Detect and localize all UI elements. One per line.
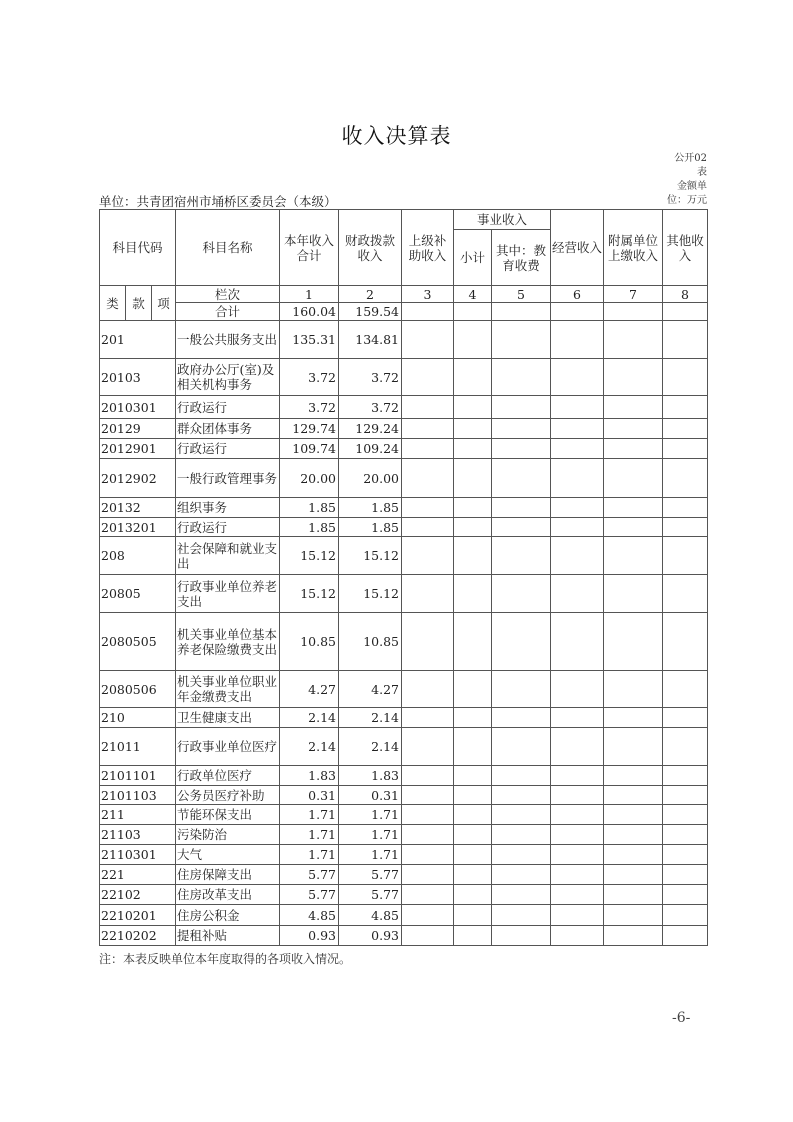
fiscal-appropriation-value: 15.12 bbox=[339, 575, 402, 613]
empty-cell bbox=[454, 613, 492, 671]
subject-code: 211 bbox=[100, 805, 176, 825]
subject-code: 20805 bbox=[100, 575, 176, 613]
empty-cell bbox=[454, 459, 492, 498]
subject-code: 208 bbox=[100, 537, 176, 575]
empty-cell bbox=[402, 885, 454, 905]
subject-name: 行政单位医疗 bbox=[176, 766, 280, 786]
empty-cell bbox=[663, 825, 708, 845]
subject-code: 21103 bbox=[100, 825, 176, 845]
fiscal-appropriation-value: 3.72 bbox=[339, 396, 402, 419]
empty-cell bbox=[604, 359, 663, 396]
subject-code: 2210202 bbox=[100, 926, 176, 946]
empty-cell bbox=[663, 321, 708, 359]
empty-cell bbox=[663, 865, 708, 885]
empty-cell bbox=[492, 885, 551, 905]
empty-cell bbox=[663, 575, 708, 613]
table-row bbox=[100, 766, 708, 786]
empty-cell bbox=[551, 359, 604, 396]
empty-cell bbox=[551, 303, 604, 321]
subject-code: 2210201 bbox=[100, 905, 176, 926]
empty-cell bbox=[454, 708, 492, 728]
table-row bbox=[100, 613, 708, 671]
empty-cell bbox=[663, 845, 708, 865]
table-row bbox=[100, 926, 708, 946]
fiscal-appropriation-value: 4.27 bbox=[339, 671, 402, 708]
subject-code: 2013201 bbox=[100, 518, 176, 537]
page-title: 收入决算表 bbox=[341, 124, 452, 148]
empty-cell bbox=[551, 786, 604, 805]
empty-cell bbox=[454, 805, 492, 825]
empty-cell bbox=[492, 825, 551, 845]
empty-cell bbox=[604, 321, 663, 359]
empty-cell bbox=[492, 786, 551, 805]
column-number: 7 bbox=[604, 286, 663, 303]
header-fiscal-appropriation: 财政拨款收入 bbox=[339, 210, 402, 286]
empty-cell bbox=[551, 439, 604, 459]
empty-cell bbox=[454, 671, 492, 708]
empty-cell bbox=[492, 905, 551, 926]
empty-cell bbox=[604, 498, 663, 518]
fiscal-appropriation-value: 109.24 bbox=[339, 439, 402, 459]
table-row bbox=[100, 671, 708, 708]
empty-cell bbox=[402, 518, 454, 537]
empty-cell bbox=[402, 786, 454, 805]
subject-code: 2010301 bbox=[100, 396, 176, 419]
fiscal-appropriation-value: 1.71 bbox=[339, 825, 402, 845]
empty-cell bbox=[551, 805, 604, 825]
table-row bbox=[100, 805, 708, 825]
empty-cell bbox=[551, 885, 604, 905]
empty-cell bbox=[604, 518, 663, 537]
amount-unit-note bbox=[660, 180, 707, 208]
table-row bbox=[100, 537, 708, 575]
table-row bbox=[100, 575, 708, 613]
table-row bbox=[100, 728, 708, 766]
table-row bbox=[100, 321, 708, 359]
empty-cell bbox=[454, 439, 492, 459]
empty-cell bbox=[402, 926, 454, 946]
subject-name: 住房改革支出 bbox=[176, 885, 280, 905]
total-income-value: 160.04 bbox=[280, 303, 339, 321]
subject-name: 公务员医疗补助 bbox=[176, 786, 280, 805]
empty-cell bbox=[604, 805, 663, 825]
empty-cell bbox=[402, 845, 454, 865]
subject-name: 行政运行 bbox=[176, 518, 280, 537]
empty-cell bbox=[663, 671, 708, 708]
empty-cell bbox=[492, 671, 551, 708]
empty-cell bbox=[454, 905, 492, 926]
empty-cell bbox=[492, 498, 551, 518]
fiscal-appropriation-value: 5.77 bbox=[339, 865, 402, 885]
empty-cell bbox=[454, 537, 492, 575]
empty-cell bbox=[402, 708, 454, 728]
empty-cell bbox=[454, 926, 492, 946]
empty-cell bbox=[492, 766, 551, 786]
total-income-value: 20.00 bbox=[280, 459, 339, 498]
empty-cell bbox=[551, 575, 604, 613]
table-row bbox=[100, 419, 708, 439]
empty-cell bbox=[454, 865, 492, 885]
fiscal-appropriation-value: 0.93 bbox=[339, 926, 402, 946]
subject-code: 20103 bbox=[100, 359, 176, 396]
reporting-unit: 单位：共青团宿州市埇桥区委员会（本级） bbox=[99, 194, 337, 209]
empty-cell bbox=[663, 419, 708, 439]
fiscal-appropriation-value: 129.24 bbox=[339, 419, 402, 439]
empty-cell bbox=[663, 518, 708, 537]
total-income-value: 3.72 bbox=[280, 396, 339, 419]
fiscal-appropriation-value: 15.12 bbox=[339, 537, 402, 575]
empty-cell bbox=[492, 865, 551, 885]
table-row bbox=[100, 825, 708, 845]
empty-cell bbox=[402, 459, 454, 498]
subject-name: 机关事业单位基本养老保险缴费支出 bbox=[176, 613, 280, 671]
table-row bbox=[100, 708, 708, 728]
totals-row bbox=[100, 303, 708, 321]
empty-cell bbox=[663, 708, 708, 728]
empty-cell bbox=[454, 419, 492, 439]
total-income-value: 1.85 bbox=[280, 498, 339, 518]
empty-cell bbox=[492, 613, 551, 671]
empty-cell bbox=[551, 728, 604, 766]
header-item: 项 bbox=[152, 286, 176, 321]
subject-code: 2101103 bbox=[100, 786, 176, 805]
subject-name: 社会保障和就业支出 bbox=[176, 537, 280, 575]
empty-cell bbox=[551, 613, 604, 671]
table-row bbox=[100, 786, 708, 805]
empty-cell bbox=[402, 321, 454, 359]
empty-cell bbox=[402, 439, 454, 459]
total-label: 合计 bbox=[176, 303, 280, 321]
total-income-value: 109.74 bbox=[280, 439, 339, 459]
empty-cell bbox=[551, 321, 604, 359]
subject-code: 201 bbox=[100, 321, 176, 359]
fiscal-appropriation-value: 2.14 bbox=[339, 708, 402, 728]
header-total-income: 本年收入合计 bbox=[280, 210, 339, 286]
empty-cell bbox=[663, 885, 708, 905]
subject-code: 22102 bbox=[100, 885, 176, 905]
fiscal-appropriation-value: 20.00 bbox=[339, 459, 402, 498]
fiscal-appropriation-value: 159.54 bbox=[339, 303, 402, 321]
table-row bbox=[100, 845, 708, 865]
fiscal-appropriation-value: 4.85 bbox=[339, 905, 402, 926]
subject-name: 提租补贴 bbox=[176, 926, 280, 946]
empty-cell bbox=[604, 396, 663, 419]
column-number: 1 bbox=[280, 286, 339, 303]
empty-cell bbox=[604, 671, 663, 708]
empty-cell bbox=[492, 575, 551, 613]
fiscal-appropriation-value: 5.77 bbox=[339, 885, 402, 905]
empty-cell bbox=[402, 613, 454, 671]
subject-name: 群众团体事务 bbox=[176, 419, 280, 439]
empty-cell bbox=[492, 805, 551, 825]
fiscal-appropriation-value: 3.72 bbox=[339, 359, 402, 396]
header-education-fees: 其中：教育收费 bbox=[492, 230, 551, 286]
header-operating-income: 经营收入 bbox=[551, 210, 604, 286]
empty-cell bbox=[454, 885, 492, 905]
total-income-value: 1.71 bbox=[280, 805, 339, 825]
empty-cell bbox=[663, 766, 708, 786]
empty-cell bbox=[551, 671, 604, 708]
form-number-line1: 公开02 bbox=[674, 153, 707, 164]
column-number: 3 bbox=[402, 286, 454, 303]
subject-name: 一般公共服务支出 bbox=[176, 321, 280, 359]
subject-name: 卫生健康支出 bbox=[176, 708, 280, 728]
empty-cell bbox=[492, 396, 551, 419]
total-income-value: 5.77 bbox=[280, 885, 339, 905]
subject-code: 2110301 bbox=[100, 845, 176, 865]
empty-cell bbox=[551, 865, 604, 885]
subject-name: 节能环保支出 bbox=[176, 805, 280, 825]
empty-cell bbox=[454, 728, 492, 766]
total-income-value: 15.12 bbox=[280, 537, 339, 575]
empty-cell bbox=[454, 359, 492, 396]
total-income-value: 2.14 bbox=[280, 728, 339, 766]
fiscal-appropriation-value: 1.85 bbox=[339, 518, 402, 537]
header-business-income: 事业收入 bbox=[454, 210, 551, 230]
empty-cell bbox=[663, 459, 708, 498]
empty-cell bbox=[454, 786, 492, 805]
empty-cell bbox=[604, 708, 663, 728]
total-income-value: 1.83 bbox=[280, 766, 339, 786]
empty-cell bbox=[454, 518, 492, 537]
empty-cell bbox=[663, 396, 708, 419]
subject-name: 行政事业单位养老支出 bbox=[176, 575, 280, 613]
empty-cell bbox=[402, 537, 454, 575]
column-number: 2 bbox=[339, 286, 402, 303]
empty-cell bbox=[492, 359, 551, 396]
table-row bbox=[100, 905, 708, 926]
subject-name: 政府办公厅(室)及相关机构事务 bbox=[176, 359, 280, 396]
empty-cell bbox=[551, 766, 604, 786]
empty-cell bbox=[551, 845, 604, 865]
total-income-value: 3.72 bbox=[280, 359, 339, 396]
subject-name: 住房保障支出 bbox=[176, 865, 280, 885]
empty-cell bbox=[604, 419, 663, 439]
total-income-value: 1.71 bbox=[280, 825, 339, 845]
empty-cell bbox=[604, 459, 663, 498]
table-footnote: 注：本表反映单位本年度取得的各项收入情况。 bbox=[99, 952, 352, 966]
subject-name: 行政运行 bbox=[176, 396, 280, 419]
empty-cell bbox=[663, 805, 708, 825]
empty-cell bbox=[663, 905, 708, 926]
subject-code: 21011 bbox=[100, 728, 176, 766]
subject-code: 2012901 bbox=[100, 439, 176, 459]
empty-cell bbox=[454, 575, 492, 613]
empty-cell bbox=[492, 303, 551, 321]
total-income-value: 10.85 bbox=[280, 613, 339, 671]
empty-cell bbox=[551, 926, 604, 946]
empty-cell bbox=[663, 359, 708, 396]
empty-cell bbox=[492, 728, 551, 766]
fiscal-appropriation-value: 1.85 bbox=[339, 498, 402, 518]
empty-cell bbox=[492, 518, 551, 537]
header-section: 款 bbox=[126, 286, 152, 321]
column-index-label: 栏次 bbox=[176, 286, 280, 303]
header-affiliated-turnover: 附属单位上缴收入 bbox=[604, 210, 663, 286]
empty-cell bbox=[604, 926, 663, 946]
subject-name: 一般行政管理事务 bbox=[176, 459, 280, 498]
empty-cell bbox=[402, 396, 454, 419]
empty-cell bbox=[492, 708, 551, 728]
header-class: 类 bbox=[100, 286, 126, 321]
total-income-value: 15.12 bbox=[280, 575, 339, 613]
subject-code: 2101101 bbox=[100, 766, 176, 786]
empty-cell bbox=[492, 537, 551, 575]
header-other-income: 其他收入 bbox=[663, 210, 708, 286]
amount-unit-line1: 金额单 bbox=[677, 181, 707, 192]
empty-cell bbox=[604, 845, 663, 865]
empty-cell bbox=[604, 613, 663, 671]
column-number: 6 bbox=[551, 286, 604, 303]
empty-cell bbox=[551, 825, 604, 845]
empty-cell bbox=[454, 845, 492, 865]
empty-cell bbox=[551, 518, 604, 537]
table-row bbox=[100, 498, 708, 518]
page-number: -6- bbox=[672, 1010, 691, 1026]
empty-cell bbox=[604, 575, 663, 613]
empty-cell bbox=[551, 905, 604, 926]
empty-cell bbox=[454, 303, 492, 321]
empty-cell bbox=[402, 575, 454, 613]
empty-cell bbox=[604, 865, 663, 885]
fiscal-appropriation-value: 2.14 bbox=[339, 728, 402, 766]
empty-cell bbox=[454, 321, 492, 359]
empty-cell bbox=[604, 825, 663, 845]
empty-cell bbox=[402, 419, 454, 439]
empty-cell bbox=[663, 728, 708, 766]
table-row bbox=[100, 359, 708, 396]
empty-cell bbox=[454, 766, 492, 786]
empty-cell bbox=[402, 825, 454, 845]
fiscal-appropriation-value: 1.71 bbox=[339, 805, 402, 825]
empty-cell bbox=[492, 459, 551, 498]
empty-cell bbox=[663, 786, 708, 805]
empty-cell bbox=[551, 396, 604, 419]
subject-code: 210 bbox=[100, 708, 176, 728]
subject-code: 20129 bbox=[100, 419, 176, 439]
empty-cell bbox=[402, 805, 454, 825]
empty-cell bbox=[402, 671, 454, 708]
empty-cell bbox=[402, 766, 454, 786]
empty-cell bbox=[604, 537, 663, 575]
empty-cell bbox=[402, 359, 454, 396]
empty-cell bbox=[454, 825, 492, 845]
empty-cell bbox=[551, 708, 604, 728]
empty-cell bbox=[551, 459, 604, 498]
subject-name: 组织事务 bbox=[176, 498, 280, 518]
empty-cell bbox=[551, 537, 604, 575]
empty-cell bbox=[492, 926, 551, 946]
empty-cell bbox=[402, 865, 454, 885]
empty-cell bbox=[492, 845, 551, 865]
income-table bbox=[99, 209, 708, 946]
empty-cell bbox=[604, 885, 663, 905]
subject-code: 2080505 bbox=[100, 613, 176, 671]
header-subtotal: 小计 bbox=[454, 230, 492, 286]
subject-code: 20132 bbox=[100, 498, 176, 518]
table-row bbox=[100, 439, 708, 459]
empty-cell bbox=[604, 439, 663, 459]
fiscal-appropriation-value: 10.85 bbox=[339, 613, 402, 671]
table-row bbox=[100, 396, 708, 419]
subject-name: 污染防治 bbox=[176, 825, 280, 845]
empty-cell bbox=[454, 498, 492, 518]
empty-cell bbox=[454, 396, 492, 419]
fiscal-appropriation-value: 134.81 bbox=[339, 321, 402, 359]
empty-cell bbox=[492, 439, 551, 459]
total-income-value: 1.85 bbox=[280, 518, 339, 537]
header-superior-subsidy: 上级补助收入 bbox=[402, 210, 454, 286]
subject-name: 行政事业单位医疗 bbox=[176, 728, 280, 766]
empty-cell bbox=[663, 613, 708, 671]
empty-cell bbox=[402, 905, 454, 926]
empty-cell bbox=[492, 321, 551, 359]
total-income-value: 5.77 bbox=[280, 865, 339, 885]
empty-cell bbox=[604, 766, 663, 786]
empty-cell bbox=[402, 728, 454, 766]
total-income-value: 4.27 bbox=[280, 671, 339, 708]
form-number-line2: 表 bbox=[697, 167, 707, 178]
empty-cell bbox=[402, 303, 454, 321]
total-income-value: 1.71 bbox=[280, 845, 339, 865]
empty-cell bbox=[663, 303, 708, 321]
subject-name: 住房公积金 bbox=[176, 905, 280, 926]
fiscal-appropriation-value: 1.71 bbox=[339, 845, 402, 865]
empty-cell bbox=[551, 498, 604, 518]
total-income-value: 2.14 bbox=[280, 708, 339, 728]
empty-cell bbox=[663, 498, 708, 518]
subject-name: 大气 bbox=[176, 845, 280, 865]
empty-cell bbox=[604, 303, 663, 321]
header-subject-name: 科目名称 bbox=[176, 210, 280, 286]
fiscal-appropriation-value: 1.83 bbox=[339, 766, 402, 786]
fiscal-appropriation-value: 0.31 bbox=[339, 786, 402, 805]
subject-code: 2080506 bbox=[100, 671, 176, 708]
subject-code: 2012902 bbox=[100, 459, 176, 498]
empty-cell bbox=[604, 905, 663, 926]
table-row bbox=[100, 459, 708, 498]
amount-unit-line2: 位：万元 bbox=[667, 195, 707, 206]
column-number: 8 bbox=[663, 286, 708, 303]
empty-cell bbox=[663, 926, 708, 946]
table-row bbox=[100, 518, 708, 537]
empty-cell bbox=[604, 786, 663, 805]
empty-cell bbox=[492, 419, 551, 439]
empty-cell bbox=[402, 498, 454, 518]
form-number bbox=[660, 152, 707, 180]
total-income-value: 0.93 bbox=[280, 926, 339, 946]
subject-name: 行政运行 bbox=[176, 439, 280, 459]
total-income-value: 4.85 bbox=[280, 905, 339, 926]
subject-code: 221 bbox=[100, 865, 176, 885]
empty-cell bbox=[551, 419, 604, 439]
total-income-value: 129.74 bbox=[280, 419, 339, 439]
total-income-value: 0.31 bbox=[280, 786, 339, 805]
header-subject-code: 科目代码 bbox=[100, 210, 176, 286]
total-income-value: 135.31 bbox=[280, 321, 339, 359]
empty-cell bbox=[663, 537, 708, 575]
empty-cell bbox=[604, 728, 663, 766]
table-row bbox=[100, 885, 708, 905]
column-number: 4 bbox=[454, 286, 492, 303]
empty-cell bbox=[663, 439, 708, 459]
subject-name: 机关事业单位职业年金缴费支出 bbox=[176, 671, 280, 708]
column-number: 5 bbox=[492, 286, 551, 303]
table-row bbox=[100, 865, 708, 885]
